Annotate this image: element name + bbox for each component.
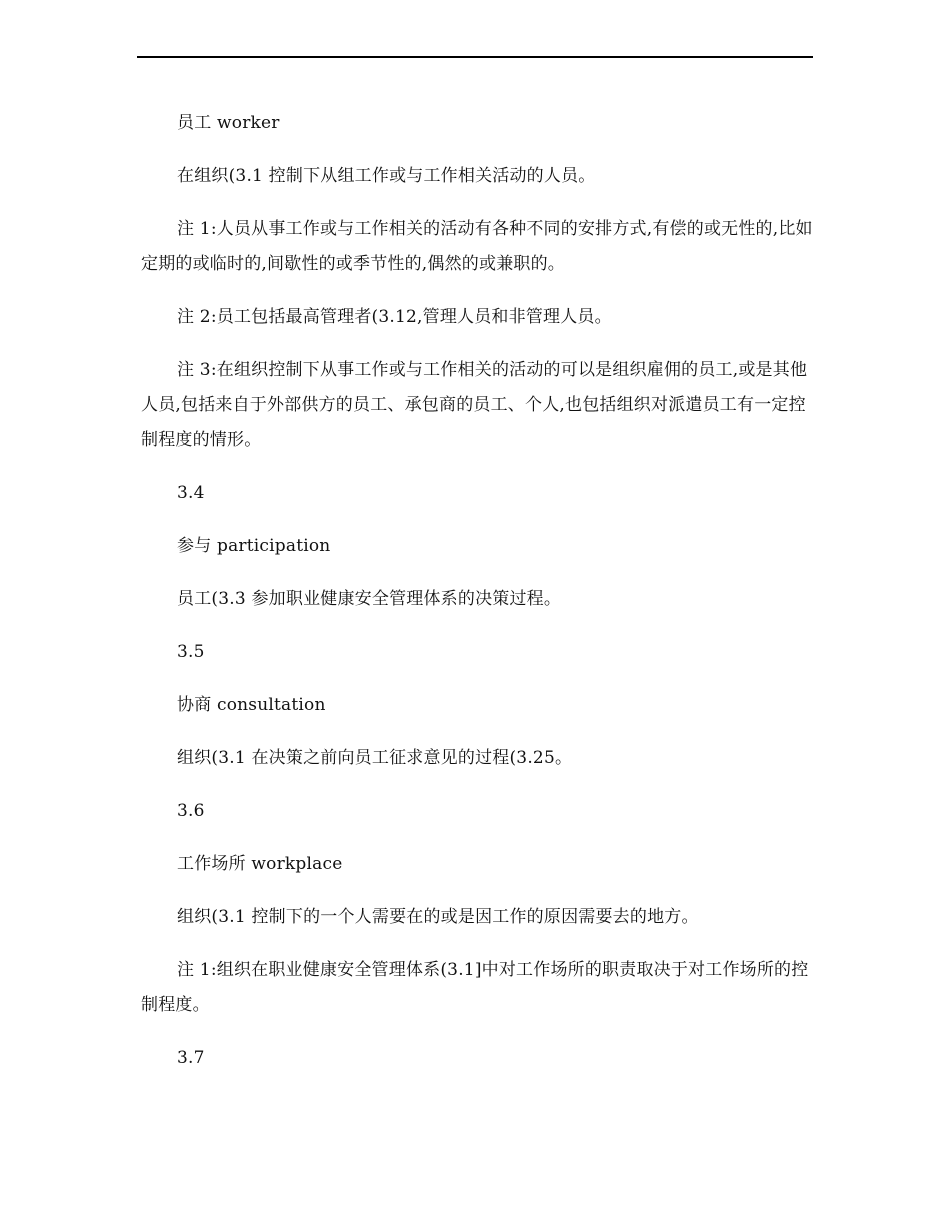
definition-workplace: 组织(3.1 控制下的一个人需要在的或是因工作的原因需要去的地方。 (177, 907, 699, 927)
term-workplace: 工作场所 workplace (177, 854, 343, 874)
section-number-3-4: 3.4 (177, 483, 205, 503)
definition-consultation: 组织(3.1 在决策之前向员工征求意见的过程(3.25。 (177, 748, 573, 768)
note-2-worker: 注 2:员工包括最高管理者(3.12,管理人员和非管理人员。 (177, 307, 612, 327)
header-rule (137, 56, 813, 58)
note-1-worker: 注 1:人员从事工作或与工作相关的活动有各种不同的安排方式,有偿的或无性的,比如定期的或临时的,间歇性的或季节性的,偶然的或兼职的。 (141, 219, 813, 274)
section-number-3-7: 3.7 (177, 1048, 205, 1068)
definition-participation: 员工(3.3 参加职业健康安全管理体系的决策过程。 (177, 589, 562, 609)
definition-worker: 在组织(3.1 控制下从组工作或与工作相关活动的人员。 (177, 166, 596, 186)
term-consultation: 协商 consultation (177, 695, 326, 715)
document-body (141, 106, 813, 1076)
section-number-3-5: 3.5 (177, 642, 205, 662)
section-number-3-6: 3.6 (177, 801, 205, 821)
term-participation: 参与 participation (177, 536, 331, 556)
note-1-workplace: 注 1:组织在职业健康安全管理体系(3.1]中对工作场所的职责取决于对工作场所的控制程度。 (141, 960, 809, 1015)
note-3-worker: 注 3:在组织控制下从事工作或与工作相关的活动的可以是组织雇佣的员工,或是其他人员,包括来自于外部供方的员工、承包商的员工、个人,也包括组织对派遣员工有一定控制程度的情形。 (141, 360, 808, 450)
term-worker: 员工 worker (177, 113, 280, 133)
